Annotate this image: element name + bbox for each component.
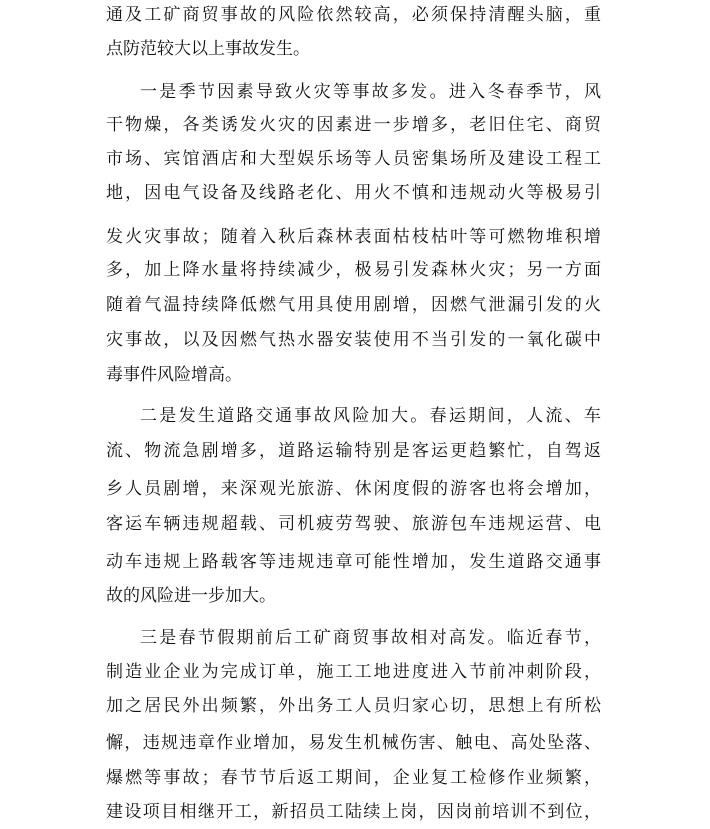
text-line: 随着气温持续降低燃气用具使用剧增，因燃气泄漏引发的火	[106, 295, 601, 315]
text-line: 动车违规上路载客等违规违章可能性增加，发生道路交通事	[106, 552, 601, 572]
text-line: 毒事件风险增高。	[106, 365, 242, 385]
text-line: 懈，违规违章作业增加，易发生机械伤害、触电、高处坠落、	[106, 733, 601, 753]
text-line: 干物燥，各类诱发火灾的因素进一步增多，老旧住宅、商贸	[106, 115, 601, 135]
text-line: 爆燃等事故；春节节后返工期间，企业复工检修作业频繁，	[106, 768, 601, 788]
text-line: 市场、宾馆酒店和大型娱乐场等人员密集场所及建设工程工	[106, 149, 601, 169]
paragraph-heading-line: 一是季节因素导致火灾等事故多发。进入冬春季节，风	[140, 82, 601, 102]
paragraph-heading-line: 二是发生道路交通事故风险加大。春运期间，人流、车	[140, 406, 601, 426]
text-line: 故的风险进一步加大。	[106, 586, 276, 606]
text-line: 乡人员剧增，来深观光旅游、休闲度假的游客也将会增加，	[106, 479, 601, 499]
paragraph-heading-line: 三是春节假期前后工矿商贸事故相对高发。临近春节，	[140, 628, 601, 648]
text-line: 通及工矿商贸事故的风险依然较高，必须保持清醒头脑，重	[106, 5, 601, 25]
text-line: 地，因电气设备及线路老化、用火不慎和违规动火等极易引	[106, 183, 601, 203]
text-line: 建设项目相继开工，新招员工陆续上岗，因岗前培训不到位，	[106, 802, 601, 822]
text-line: 加之居民外出频繁，外出务工人员归家心切，思想上有所松	[106, 696, 601, 716]
text-line: 客运车辆违规超载、司机疲劳驾驶、旅游包车违规运营、电	[106, 514, 601, 534]
text-line: 多，加上降水量将持续减少，极易引发森林火灾；另一方面	[106, 260, 601, 280]
document-page	[106, 0, 601, 829]
text-line: 发火灾事故；随着入秋后森林表面枯枝枯叶等可燃物堆积增	[106, 227, 601, 247]
text-line: 制造业企业为完成订单，施工工地进度进入节前冲刺阶段，	[106, 662, 601, 682]
text-line: 点防范较大以上事故发生。	[106, 39, 310, 59]
text-line: 灾事故，以及因燃气热水器安装使用不当引发的一氧化碳中	[106, 330, 601, 350]
text-line: 流、物流急剧增多，道路运输特别是客运更趋繁忙，自驾返	[106, 441, 601, 461]
